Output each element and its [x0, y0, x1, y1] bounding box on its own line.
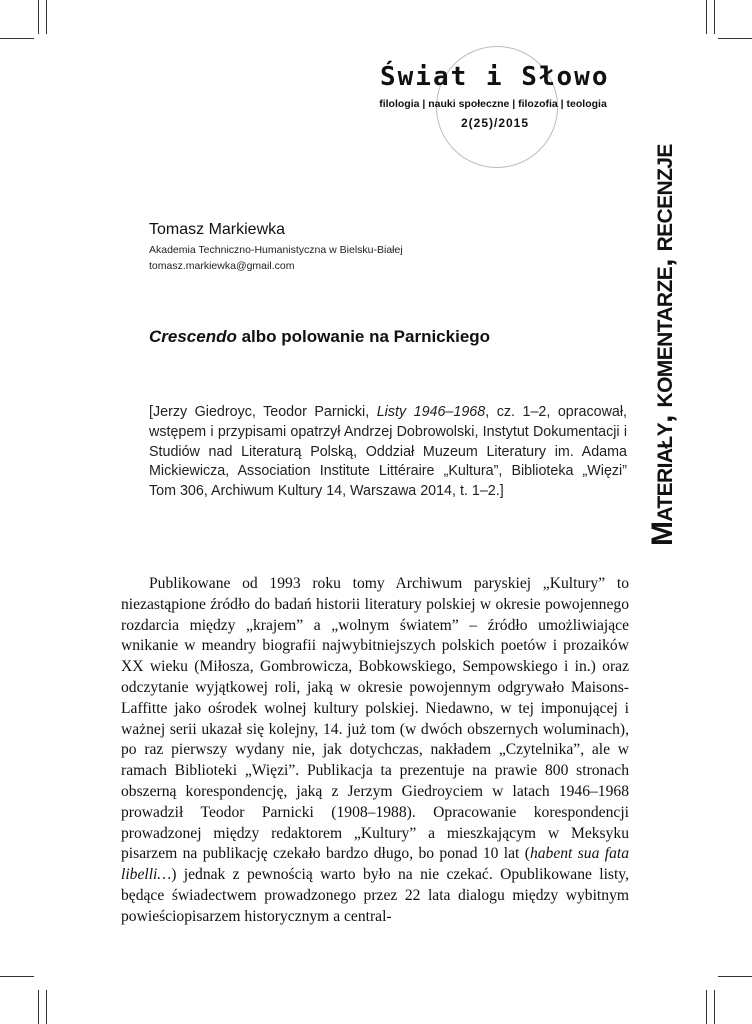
section-label: Materiały, komentarze, recenzje — [646, 144, 679, 546]
crop-mark — [714, 0, 715, 34]
crop-mark — [706, 990, 707, 1024]
crop-mark — [718, 38, 752, 39]
journal-issue: 2(25)/2015 — [460, 116, 530, 130]
article-title-italic: Crescendo — [149, 327, 237, 346]
crop-mark — [38, 0, 39, 34]
author-name: Tomasz Markiewka — [149, 221, 286, 238]
body-part-1: Publikowane od 1993 roku tomy Archiwum paryskiej „Kultury” to niezastąpione źródło do badań historii literatury polskiej w okresie powojennego rozdarcia między „krajem” a „wolnym światem” – źródło umożliwiające wnikanie w meandry biografii najwybitniejszych polskich poetów i prozaików XX wieku (Miłosza, Gombrowicza, Bobkowskiego, Sempowskiego i in.) oraz odczytanie wyjątkowej roli, jaką w okresie powojennym odgrywało Maisons-Laffitte jako ośrodek wolnej kultury polskiej. Niedawno, w tej imponującej i ważnej serii ukazał się kolejny, 14. już tom (w dwóch obszernych woluminach), po raz pierwszy wydany nie, jak dotychczas, nakładem „Czytelnika”, ale w ramach Biblioteki „Więzi”. Publikacja ta prezentuje na prawie 800 stronach obszerną korespondencję, jaką z Jerzym Giedroyciem w latach 1946–1968 prowadził Teodor Parnicki (1908–1988). Opracowanie korespondencji prowadzonej między redaktorem „Kultury” a mieszkającym w Meksyku pisarzem na publikację czekało bardzo długo, bo ponad 10 lat ( — [121, 575, 629, 863]
crop-mark — [38, 990, 39, 1024]
author-email: tomasz.markiewka@gmail.com — [149, 260, 295, 272]
crop-mark — [0, 38, 34, 39]
citation-title: Listy 1946–1968 — [376, 404, 486, 420]
crop-mark — [46, 990, 47, 1024]
journal-title: Świat i Słowo — [380, 62, 610, 92]
body-part-2: ) jednak z pewnością warto było na nie czekać. Opublikowane listy, będące świadectwem prowadzonego przez 22 lata dialogu między wybitnym powieściopisarzem historycznym a central- — [121, 866, 629, 925]
author-affiliation: Akademia Techniczno-Humanistyczna w Bielsku-Białej — [149, 244, 403, 256]
crop-mark — [714, 990, 715, 1024]
crop-mark — [706, 0, 707, 34]
article-title-rest: albo polowanie na Parnickiego — [236, 327, 491, 346]
article-title — [149, 327, 490, 347]
crop-mark — [46, 0, 47, 34]
crop-mark — [0, 976, 34, 977]
journal-subtitle: filologia | nauki społeczne | filozofia | teologia — [379, 98, 607, 110]
citation-rest: , cz. 1–2, opracował, wstępem i przypisami opatrzył Andrzej Dobrowolski, Instytut Dokumentacji i Studiów nad Literaturą Polską, Oddział Muzeum Literatury im. Adama Mickiewicza, Association Institute Littéraire „Kultura”, Biblioteka „Więzi” Tom 306, Archiwum Kultury 14, Warszawa 2014, t. 1–2.] — [149, 404, 627, 500]
citation-start: [Jerzy Giedroyc, Teodor Parnicki, — [149, 404, 377, 420]
reviewed-work-citation — [149, 403, 627, 502]
body-latin-phrase: habent sua fata libelli… — [121, 845, 629, 884]
body-paragraph — [121, 574, 629, 928]
body-text — [121, 574, 629, 928]
crop-mark — [718, 976, 752, 977]
